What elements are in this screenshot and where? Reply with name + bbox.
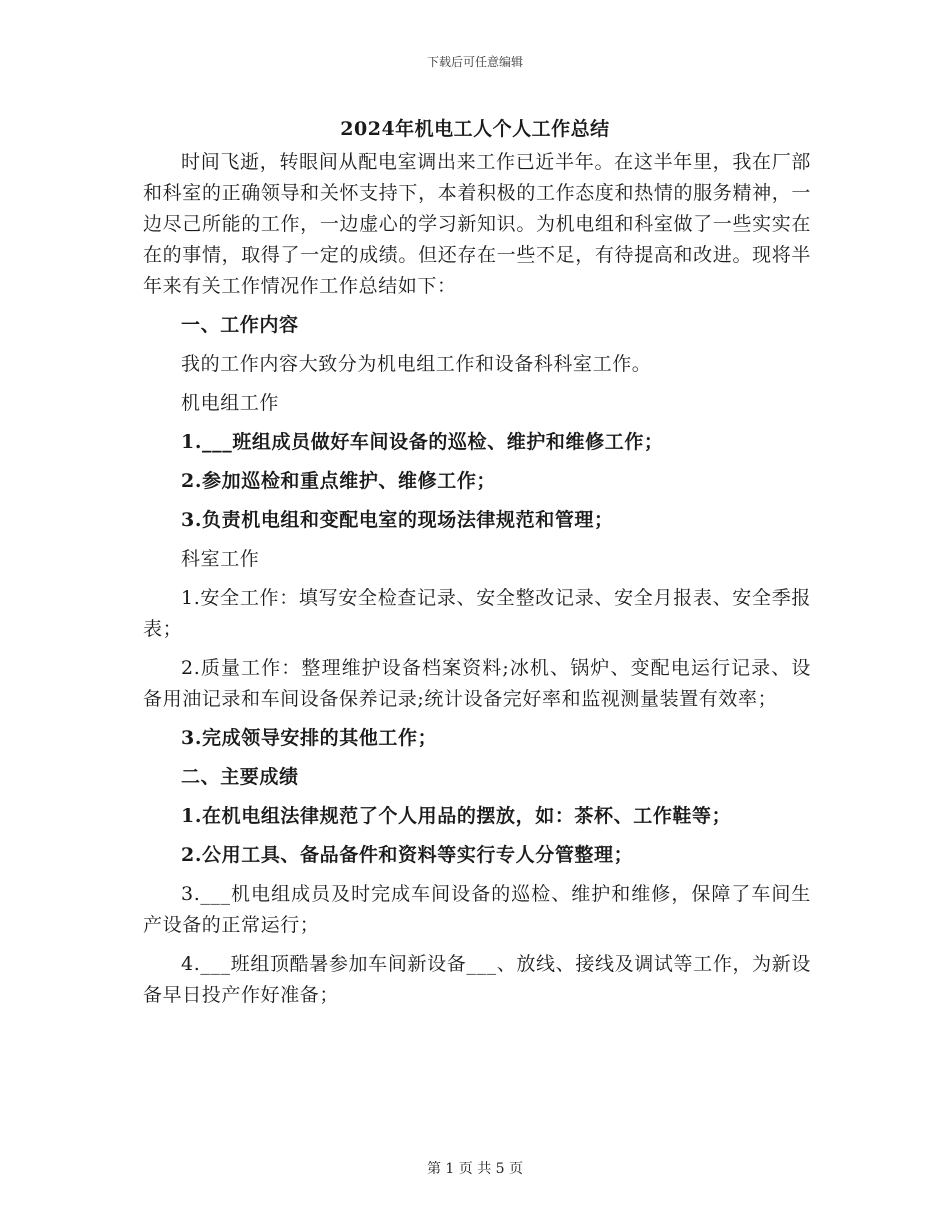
- list-item: 1.在机电组法律规范了个人用品的摆放，如：茶杯、工作鞋等；: [181, 805, 732, 827]
- intro-paragraph: 时间飞逝，转眼间从配电室调出来工作已近半年。在这半年里，我在厂部和科室的正确领导和关怀支持下，本着积极的工作态度和热情的服务精神，一边尽己所能的工作，一边虚心的学习新知识。为机电组和科室做了一些实实在在的事情，取得了一定的成绩。但还存在一些不足，有待提高和改进。现将半年来有关工作情况作工作总结如下：: [143, 151, 811, 297]
- page-number: 第 1 页 共 5 页: [426, 1161, 524, 1177]
- list-item: 3.负责机电组和变配电室的现场法律规范和管理；: [181, 509, 614, 531]
- document-title: 2024年机电工人个人工作总结: [340, 118, 610, 140]
- header-note: 下载后可任意编辑: [426, 55, 523, 69]
- subheading-electromechanical-group: 机电组工作: [181, 392, 280, 414]
- list-item: 1.安全工作：填写安全检查记录、安全整改记录、安全月报表、安全季报表；: [143, 587, 811, 640]
- paragraph: 我的工作内容大致分为机电组工作和设备科科室工作。: [181, 353, 652, 375]
- list-item: 3.___机电组成员及时完成车间设备的巡检、维护和维修，保障了车间生产设备的正常运行；: [143, 883, 811, 936]
- list-item: 2.参加巡检和重点维护、维修工作；: [181, 470, 497, 492]
- list-item: 1.___班组成员做好车间设备的巡检、维护和维修工作；: [181, 431, 664, 453]
- list-item: 2.公用工具、备品备件和资料等实行专人分管整理；: [181, 844, 634, 866]
- list-item: 2.质量工作：整理维护设备档案资料;冰机、锅炉、变配电运行记录、设备用油记录和车间设备保养记录;统计设备完好率和监视测量装置有效率；: [143, 657, 811, 710]
- list-item: 3.完成领导安排的其他工作；: [181, 727, 438, 749]
- section-heading-main-achievements: 二、主要成绩: [181, 766, 299, 788]
- subheading-office-work: 科室工作: [181, 548, 260, 570]
- section-heading-work-content: 一、工作内容: [181, 314, 299, 336]
- document-body: [143, 147, 811, 1019]
- list-item: 4.___班组顶酷暑参加车间新设备___、放线、接线及调试等工作，为新设备早日投产作好准备；: [143, 953, 811, 1006]
